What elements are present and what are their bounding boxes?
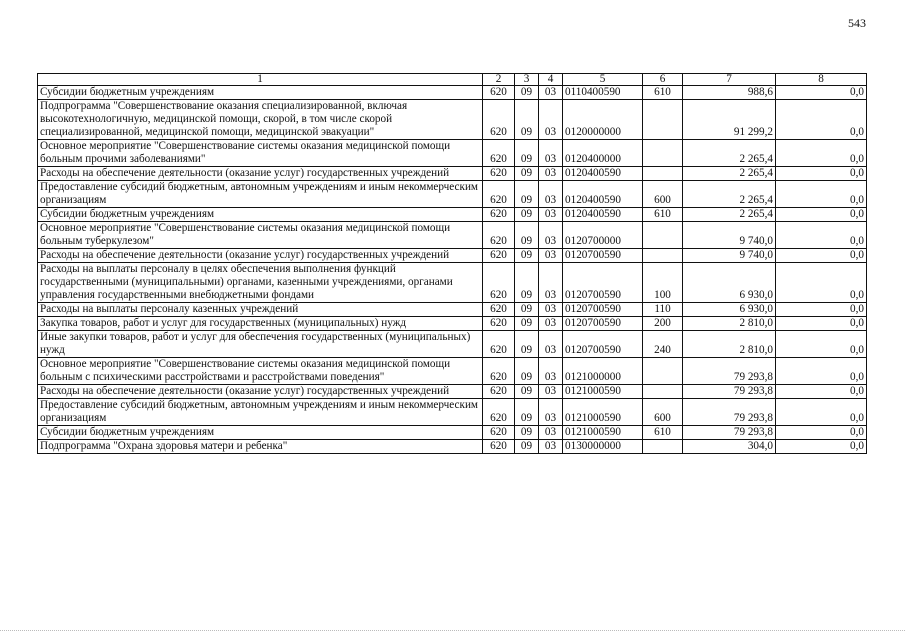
- row-amount: 79 293,8: [683, 399, 776, 426]
- row-description: Субсидии бюджетным учреждениям: [38, 86, 483, 100]
- row-target-article: 0120400590: [563, 181, 643, 208]
- row-target-article: 0120400590: [563, 167, 643, 181]
- row-amount: 9 740,0: [683, 249, 776, 263]
- table-row: [38, 140, 867, 167]
- row-expense-type: [643, 167, 683, 181]
- row-amount: 6 930,0: [683, 263, 776, 303]
- row-expense-type: 110: [643, 303, 683, 317]
- row-expense-type: [643, 249, 683, 263]
- row-ministry-code: 620: [483, 140, 515, 167]
- row-target-article: 0120000000: [563, 100, 643, 140]
- row-description: Основное мероприятие "Совершенствование системы оказания медицинской помощи больным туберкулезом": [38, 222, 483, 249]
- row-ministry-code: 620: [483, 331, 515, 358]
- row-expense-type: 100: [643, 263, 683, 303]
- row-amount-2: 0,0: [776, 426, 867, 440]
- row-description: Расходы на обеспечение деятельности (оказание услуг) государственных учреждений: [38, 167, 483, 181]
- row-amount: 304,0: [683, 440, 776, 454]
- row-amount-2: 0,0: [776, 358, 867, 385]
- column-header: 1: [38, 74, 483, 86]
- row-amount-2: 0,0: [776, 100, 867, 140]
- row-ministry-code: 620: [483, 181, 515, 208]
- row-amount: 2 810,0: [683, 317, 776, 331]
- row-section: 09: [515, 317, 539, 331]
- row-target-article: 0121000000: [563, 358, 643, 385]
- row-subsection: 03: [539, 86, 563, 100]
- row-description: Субсидии бюджетным учреждениям: [38, 208, 483, 222]
- row-expense-type: [643, 358, 683, 385]
- row-description: Расходы на выплаты персоналу казенных учреждений: [38, 303, 483, 317]
- table-body: [38, 74, 867, 454]
- row-amount: 2 265,4: [683, 167, 776, 181]
- row-subsection: 03: [539, 140, 563, 167]
- row-description: Субсидии бюджетным учреждениям: [38, 426, 483, 440]
- row-amount: 6 930,0: [683, 303, 776, 317]
- row-subsection: 03: [539, 222, 563, 249]
- row-amount: 79 293,8: [683, 358, 776, 385]
- row-ministry-code: 620: [483, 100, 515, 140]
- row-description: Подпрограмма "Охрана здоровья матери и ребенка": [38, 440, 483, 454]
- row-subsection: 03: [539, 426, 563, 440]
- row-expense-type: [643, 100, 683, 140]
- row-amount-2: 0,0: [776, 222, 867, 249]
- row-amount-2: 0,0: [776, 440, 867, 454]
- column-header: 6: [643, 74, 683, 86]
- row-amount: 2 265,4: [683, 140, 776, 167]
- row-target-article: 0120700590: [563, 249, 643, 263]
- row-subsection: 03: [539, 317, 563, 331]
- row-description: Расходы на выплаты персоналу в целях обеспечения выполнения функций государственными (муниципальными) органами, казенными учреждениями, органами управления государственными внебюджетными фондами: [38, 263, 483, 303]
- row-amount-2: 0,0: [776, 385, 867, 399]
- row-description: Основное мероприятие "Совершенствование системы оказания медицинской помощи больным с психическими расстройствами и расстройствами поведения": [38, 358, 483, 385]
- row-expense-type: [643, 222, 683, 249]
- row-ministry-code: 620: [483, 399, 515, 426]
- row-amount-2: 0,0: [776, 181, 867, 208]
- table-row: [38, 385, 867, 399]
- row-expense-type: 610: [643, 86, 683, 100]
- row-amount: 988,6: [683, 86, 776, 100]
- row-section: 09: [515, 208, 539, 222]
- row-subsection: 03: [539, 167, 563, 181]
- row-section: 09: [515, 426, 539, 440]
- table-row: [38, 86, 867, 100]
- row-target-article: 0120700590: [563, 331, 643, 358]
- row-description: Подпрограмма "Совершенствование оказания специализированной, включая высокотехнологичную, медицинской помощи, скорой, в том числе скорой специализированной, медицинской помощи, медицинской эвакуации": [38, 100, 483, 140]
- table-row: [38, 358, 867, 385]
- row-expense-type: 600: [643, 181, 683, 208]
- row-description: Закупка товаров, работ и услуг для государственных (муниципальных) нужд: [38, 317, 483, 331]
- row-target-article: 0121000590: [563, 399, 643, 426]
- row-target-article: 0120700590: [563, 263, 643, 303]
- row-section: 09: [515, 222, 539, 249]
- row-section: 09: [515, 100, 539, 140]
- row-amount: 2 265,4: [683, 208, 776, 222]
- row-expense-type: 240: [643, 331, 683, 358]
- scan-edge-divider: [0, 630, 905, 632]
- table-row: [38, 263, 867, 303]
- row-ministry-code: 620: [483, 167, 515, 181]
- row-expense-type: [643, 140, 683, 167]
- row-subsection: 03: [539, 208, 563, 222]
- row-subsection: 03: [539, 100, 563, 140]
- row-target-article: 0121000590: [563, 426, 643, 440]
- row-description: Предоставление субсидий бюджетным, автономным учреждениям и иным некоммерческим организациям: [38, 181, 483, 208]
- row-subsection: 03: [539, 181, 563, 208]
- row-amount-2: 0,0: [776, 167, 867, 181]
- row-amount-2: 0,0: [776, 303, 867, 317]
- row-amount-2: 0,0: [776, 331, 867, 358]
- row-subsection: 03: [539, 399, 563, 426]
- row-section: 09: [515, 440, 539, 454]
- row-amount-2: 0,0: [776, 317, 867, 331]
- row-ministry-code: 620: [483, 249, 515, 263]
- row-section: 09: [515, 167, 539, 181]
- row-ministry-code: 620: [483, 440, 515, 454]
- table-row: [38, 426, 867, 440]
- row-subsection: 03: [539, 331, 563, 358]
- row-subsection: 03: [539, 385, 563, 399]
- row-amount-2: 0,0: [776, 140, 867, 167]
- row-ministry-code: 620: [483, 317, 515, 331]
- row-section: 09: [515, 399, 539, 426]
- row-expense-type: 600: [643, 399, 683, 426]
- row-ministry-code: 620: [483, 222, 515, 249]
- row-target-article: 0120400000: [563, 140, 643, 167]
- row-amount: 79 293,8: [683, 385, 776, 399]
- table-row: [38, 249, 867, 263]
- row-description: Основное мероприятие "Совершенствование системы оказания медицинской помощи больным прочими заболеваниями": [38, 140, 483, 167]
- row-description: Иные закупки товаров, работ и услуг для обеспечения государственных (муниципальных) нужд: [38, 331, 483, 358]
- table-row: [38, 303, 867, 317]
- row-ministry-code: 620: [483, 208, 515, 222]
- row-expense-type: 610: [643, 208, 683, 222]
- row-target-article: 0130000000: [563, 440, 643, 454]
- table-row: [38, 167, 867, 181]
- row-target-article: 0120400590: [563, 208, 643, 222]
- row-section: 09: [515, 263, 539, 303]
- row-section: 09: [515, 249, 539, 263]
- row-amount-2: 0,0: [776, 86, 867, 100]
- row-ministry-code: 620: [483, 385, 515, 399]
- row-subsection: 03: [539, 263, 563, 303]
- row-subsection: 03: [539, 303, 563, 317]
- column-header: 8: [776, 74, 867, 86]
- row-section: 09: [515, 331, 539, 358]
- row-amount: 2 265,4: [683, 181, 776, 208]
- row-amount: 9 740,0: [683, 222, 776, 249]
- row-description: Расходы на обеспечение деятельности (оказание услуг) государственных учреждений: [38, 249, 483, 263]
- row-section: 09: [515, 140, 539, 167]
- row-target-article: 0110400590: [563, 86, 643, 100]
- row-ministry-code: 620: [483, 426, 515, 440]
- row-amount-2: 0,0: [776, 208, 867, 222]
- row-section: 09: [515, 181, 539, 208]
- table-row: [38, 100, 867, 140]
- table-row: [38, 399, 867, 426]
- table-header-row: [38, 74, 867, 86]
- row-ministry-code: 620: [483, 358, 515, 385]
- row-expense-type: 610: [643, 426, 683, 440]
- page-number: 543: [848, 16, 866, 30]
- row-target-article: 0120700590: [563, 317, 643, 331]
- row-description: Расходы на обеспечение деятельности (оказание услуг) государственных учреждений: [38, 385, 483, 399]
- table-row: [38, 440, 867, 454]
- row-expense-type: [643, 385, 683, 399]
- row-section: 09: [515, 385, 539, 399]
- row-ministry-code: 620: [483, 86, 515, 100]
- table-row: [38, 317, 867, 331]
- row-amount: 91 299,2: [683, 100, 776, 140]
- row-ministry-code: 620: [483, 263, 515, 303]
- budget-table: [37, 73, 867, 454]
- column-header: 3: [515, 74, 539, 86]
- table-row: [38, 222, 867, 249]
- row-target-article: 0121000590: [563, 385, 643, 399]
- column-header: 5: [563, 74, 643, 86]
- column-header: 4: [539, 74, 563, 86]
- row-amount: 79 293,8: [683, 426, 776, 440]
- row-ministry-code: 620: [483, 303, 515, 317]
- row-subsection: 03: [539, 358, 563, 385]
- row-section: 09: [515, 86, 539, 100]
- row-amount-2: 0,0: [776, 263, 867, 303]
- row-amount-2: 0,0: [776, 249, 867, 263]
- row-target-article: 0120700000: [563, 222, 643, 249]
- row-amount: 2 810,0: [683, 331, 776, 358]
- row-subsection: 03: [539, 440, 563, 454]
- row-section: 09: [515, 358, 539, 385]
- row-expense-type: 200: [643, 317, 683, 331]
- row-description: Предоставление субсидий бюджетным, автономным учреждениям и иным некоммерческим организациям: [38, 399, 483, 426]
- row-section: 09: [515, 303, 539, 317]
- column-header: 2: [483, 74, 515, 86]
- table-row: [38, 331, 867, 358]
- row-amount-2: 0,0: [776, 399, 867, 426]
- column-header: 7: [683, 74, 776, 86]
- table-row: [38, 208, 867, 222]
- row-target-article: 0120700590: [563, 303, 643, 317]
- table-row: [38, 181, 867, 208]
- row-expense-type: [643, 440, 683, 454]
- row-subsection: 03: [539, 249, 563, 263]
